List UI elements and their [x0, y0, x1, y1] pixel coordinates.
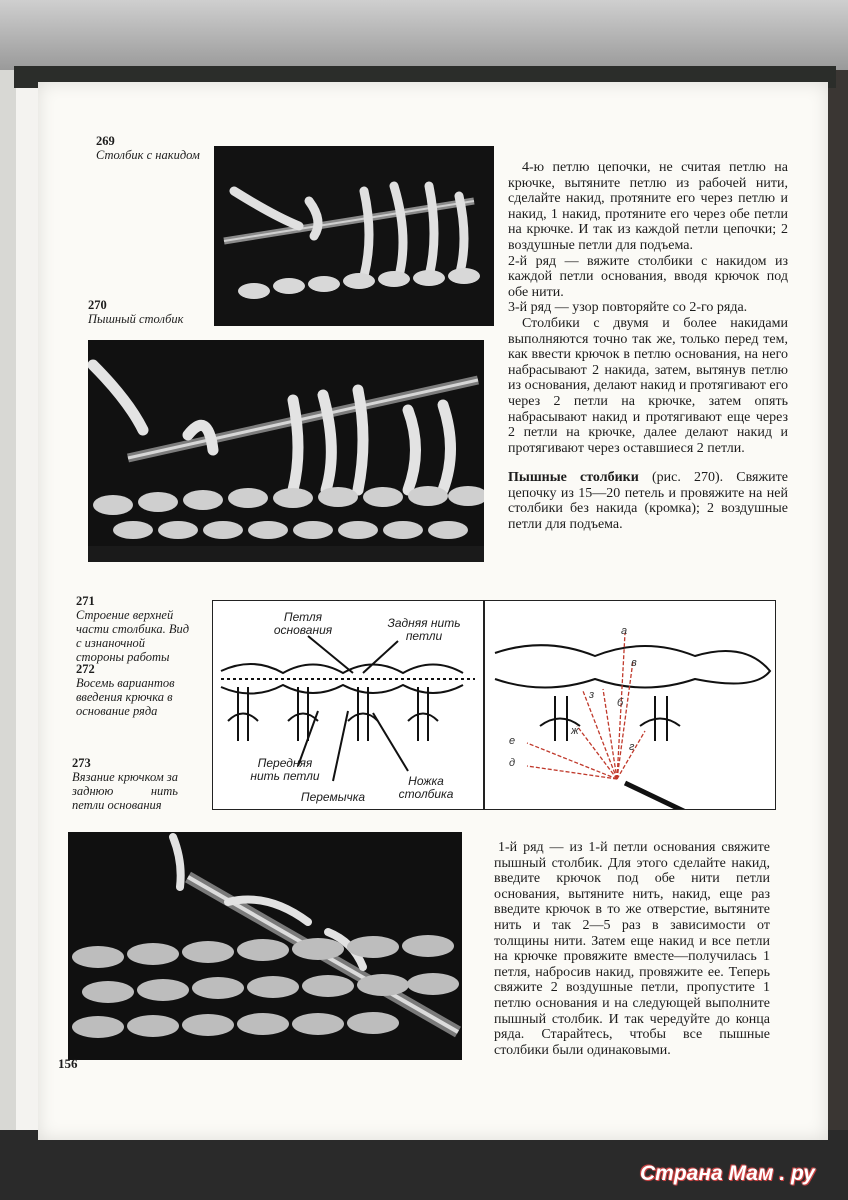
caption-text: Столбик с накидом [96, 148, 200, 162]
caption-text: Строение верхней части столбика. Вид с изнаночной стороны работы [76, 608, 190, 664]
watermark-logo: Страна Мам . ру [640, 1162, 815, 1185]
book-cover-left [0, 70, 16, 1200]
paragraph: 3-й ряд — узор повторяйте со 2-го ряда. [508, 300, 748, 316]
point-label-zh: ж [571, 725, 579, 737]
caption-fig-272 [76, 662, 196, 718]
caption-text: Вязание крючком за заднюю нить петли основания [72, 770, 178, 812]
point-label-d: д [509, 757, 516, 769]
book-cover-top [0, 0, 848, 70]
caption-fig-269 [96, 134, 216, 162]
paragraph: 4-ю петлю цепочки, не считая петлю на крючке, вытяните петлю из рабочей нити, сделайте накид, протяните его через петлю и накид, 1 накид, протяните его через обе петли на крючке. И так из каждой петли цепочки; 2 воздушные петли для подъема. [508, 160, 788, 253]
caption-text: Пышный столбик [88, 312, 184, 326]
point-label-z: з [589, 689, 595, 701]
label-nozhka: Ножка столбика [398, 774, 454, 801]
diagram-fig-271-272 [212, 600, 776, 810]
caption-number: 270 [88, 298, 107, 312]
label-perednyaya-nit: Передняя нить петли [250, 756, 320, 783]
caption-text: Восемь вариантов введения крючка в основание ряда [76, 676, 175, 718]
crochet-hook-photo-269 [214, 146, 494, 326]
point-label-a: а [621, 625, 628, 637]
book-cover-right [826, 70, 848, 1200]
label-peremychka: Перемычка [300, 790, 366, 804]
crochet-hook-photo-270 [88, 340, 484, 562]
text-column-top [508, 160, 788, 533]
paragraph-bold-lead: Пышные столбики [508, 470, 639, 486]
hook-insertion-diagram [485, 601, 775, 809]
photo-fig-270 [88, 340, 484, 562]
point-label-b: б [617, 697, 624, 709]
caption-number: 272 [76, 662, 95, 676]
point-label-g: г [629, 741, 635, 753]
point-label-e: е [509, 735, 516, 747]
photo-fig-269 [214, 146, 494, 326]
paragraph [508, 470, 788, 532]
caption-number: 273 [72, 756, 91, 770]
caption-fig-273 [72, 756, 178, 812]
caption-number: 269 [96, 134, 115, 148]
paragraph-rest: (рис. 270). Свяжите цепочку из 15—20 петель и провяжите на ней столбики без накида (кромка); 2 воздушные петли для подъема. [508, 470, 788, 533]
caption-number: 271 [76, 594, 95, 608]
label-zadnyaya-nit: Задняя нить петли [387, 616, 461, 643]
paragraph: 1-й ряд — из 1-й петли основания свяжите пышный столбик. Для этого сделайте накид, введите крючок под обе нити петли основания, вытяните нить, накид, еще раз введите крючок в то же отверстие, вытяните нить и так 2—5 раз в зависимости от толщины нити. Затем еще накид и все петли на крючке провяжите вместе—получилась 1 петля, набросив накид, провяжите ее. Теперь свяжите 2 воздушные петли, пропустите 1 петлю основания и на следующей выполните пышный столбик. И так чередуйте до конца ряда. Старайтесь, чтобы все пышные столбики были одинаковыми. [494, 840, 770, 1058]
caption-fig-271 [76, 594, 194, 664]
caption-fig-270 [88, 298, 208, 326]
label-petlya-osnovaniya: Петля основания [273, 610, 333, 637]
paragraph: 2-й ряд — вяжите столбики с накидом из каждой петли основания, вводя крючок под обе нити. [508, 253, 788, 300]
photo-fig-273 [68, 832, 462, 1060]
page-number: 156 [58, 1056, 78, 1071]
paragraph: Столбики с двумя и более накидами выполняются точно так же, только перед тем, как ввести крючок в петлю основания, на него набрасывают 2 накида, затем, вытянув петлю из основания, делают накид и протягивают его через 2 петли на крючке, затем опять набрасывают накид и протягивают еще через 2 петли на крючке, далее делают накид и протягивают через оставшиеся 2 петли. [508, 315, 788, 456]
point-label-v: в [631, 657, 637, 669]
crochet-hook-photo-273 [68, 832, 462, 1060]
text-column-bottom [494, 840, 770, 1058]
